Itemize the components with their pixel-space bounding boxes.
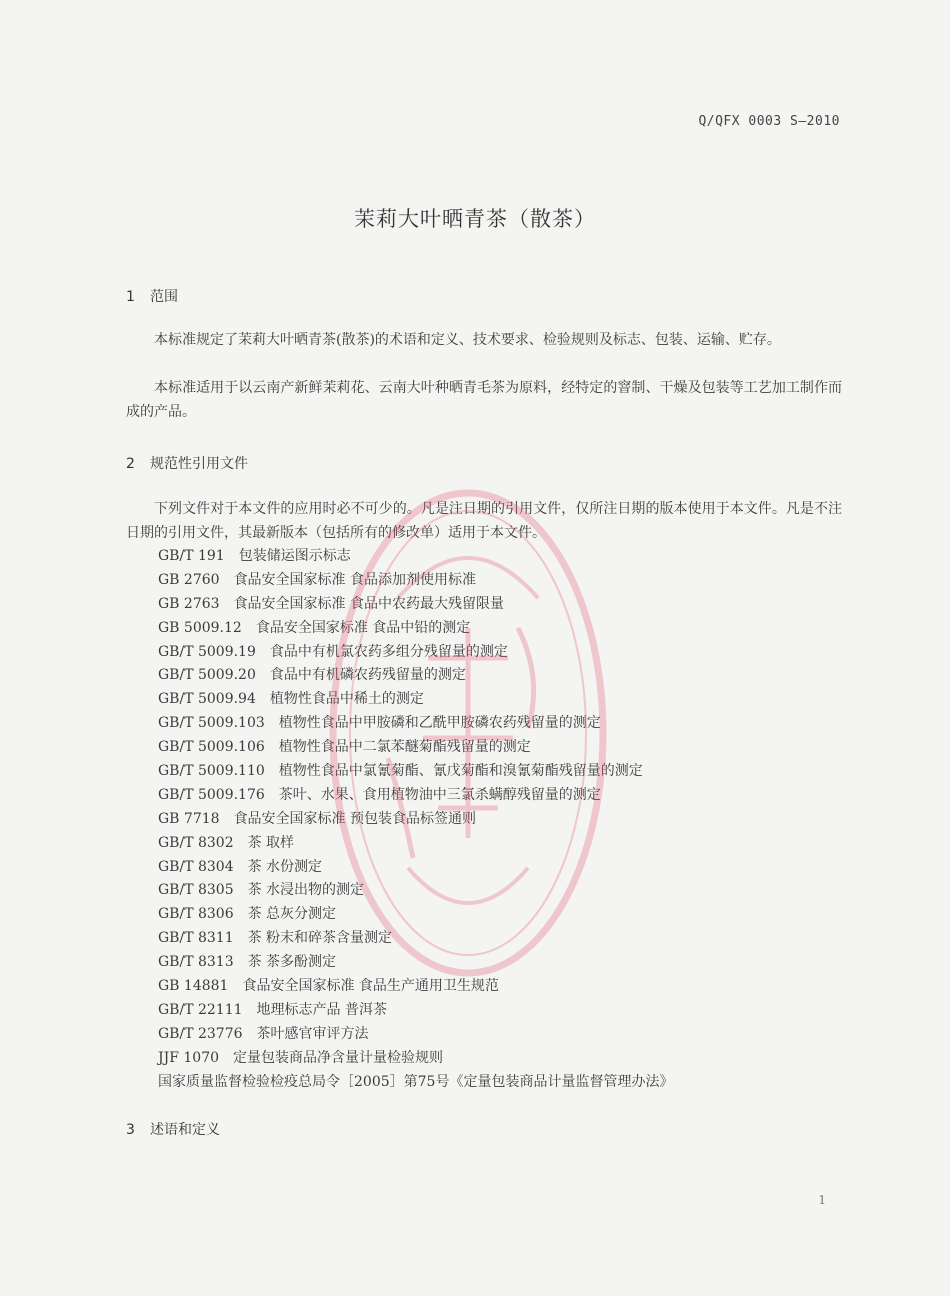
- section-title: 范围: [150, 289, 178, 305]
- reference-code: GB/T 5009.106: [158, 739, 265, 756]
- reference-code: GB/T 5009.103: [158, 715, 265, 732]
- reference-title: 食品中有机氯农药多组分残留量的测定: [269, 643, 508, 660]
- reference-title: 地理标志产品 普洱茶: [256, 1001, 387, 1018]
- document-title: 茉莉大叶晒青茶（散茶）: [354, 207, 596, 231]
- reference-code: GB/T 8306: [158, 906, 234, 923]
- reference-code: 国家质量监督检验检疫总局令［2005］第75号: [158, 1073, 450, 1090]
- reference-title: 茶 取样: [247, 834, 295, 851]
- section-title: 述语和定义: [150, 1122, 220, 1138]
- reference-item: [158, 1023, 673, 1047]
- reference-title: 植物性食品中二氯苯醚菊酯残留量的测定: [278, 739, 531, 756]
- section-title: 规范性引用文件: [150, 456, 248, 472]
- reference-title: 食品安全国家标准 食品生产通用卫生规范: [242, 978, 499, 995]
- reference-code: GB/T 5009.20: [158, 667, 256, 684]
- document-code: Q/QFX 0003 S—2010: [698, 114, 840, 129]
- official-seal-stamp: [318, 478, 618, 988]
- reference-title: 植物性食品中甲胺磷和乙酰甲胺磷农药残留量的测定: [278, 715, 601, 732]
- scope-paragraph-2: 本标准适用于以云南产新鲜茉莉花、云南大叶种晒青毛茶为原料，经特定的窨制、干燥及包装等工艺加工制作而成的产品。: [126, 380, 842, 420]
- reference-code: GB/T 22111: [158, 1001, 243, 1018]
- section-number: 3: [126, 1122, 135, 1138]
- reference-code: JJF 1070: [158, 1049, 220, 1066]
- reference-code: GB/T 8313: [158, 954, 234, 971]
- reference-title: 《定量包装商品计量监督管理办法》: [449, 1073, 674, 1090]
- reference-code: GB/T 8304: [158, 858, 234, 875]
- reference-title: 茶 水份测定: [247, 858, 323, 875]
- reference-title: 食品安全国家标准 预包装食品标签通则: [233, 810, 477, 827]
- reference-title: 定量包装商品净含量计量检验规则: [233, 1049, 444, 1066]
- reference-title: 茶 总灰分测定: [247, 906, 337, 923]
- references-intro: 下列文件对于本文件的应用时必不可少的。凡是注日期的引用文件，仅所注日期的版本使用于本文件。凡是不注日期的引用文件，其最新版本（包括所有的修改单）适用于本文件。: [126, 501, 842, 541]
- reference-title: 植物性食品中氯氰菊酯、氰戊菊酯和溴氰菊酯残留量的测定: [278, 763, 643, 780]
- section-heading-terms: [126, 1119, 220, 1139]
- reference-code: GB/T 23776: [158, 1025, 243, 1042]
- reference-title: 植物性食品中稀土的测定: [269, 691, 424, 708]
- reference-code: GB/T 5009.110: [158, 763, 265, 780]
- section-number: 2: [126, 456, 135, 472]
- reference-code: GB/T 5009.94: [158, 691, 256, 708]
- reference-code: GB 5009.12: [158, 619, 242, 636]
- reference-title: 包装储运图示标志: [238, 548, 351, 564]
- reference-item: [158, 999, 673, 1023]
- reference-title: 茶叶、水果、食用植物油中三氯杀螨醇残留量的测定: [278, 786, 601, 803]
- section-heading-scope: [126, 286, 178, 306]
- reference-code: GB 14881: [158, 978, 229, 995]
- reference-code: GB/T 191: [158, 548, 225, 564]
- reference-code: GB/T 8302: [158, 834, 234, 851]
- reference-code: GB 7718: [158, 810, 220, 827]
- reference-title: 茶叶感官审评方法: [256, 1025, 369, 1042]
- reference-title: 食品安全国家标准 食品中铅的测定: [255, 619, 471, 636]
- reference-title: 茶 茶多酚测定: [247, 954, 337, 971]
- reference-code: GB/T 8305: [158, 882, 234, 899]
- page-number: 1: [818, 1193, 826, 1207]
- section-heading-references: [126, 453, 248, 473]
- reference-code: GB 2760: [158, 571, 220, 588]
- reference-title: 食品中有机磷农药残留量的测定: [269, 667, 466, 684]
- reference-title: 食品安全国家标准 食品添加剂使用标准: [233, 571, 477, 588]
- reference-code: GB/T 8311: [158, 930, 234, 947]
- reference-code: GB 2763: [158, 595, 220, 612]
- reference-title: 茶 水浸出物的测定: [247, 882, 365, 899]
- reference-item: [158, 1047, 673, 1071]
- reference-code: GB/T 5009.176: [158, 786, 265, 803]
- reference-code: GB/T 5009.19: [158, 643, 256, 660]
- section-number: 1: [126, 289, 135, 305]
- scope-paragraph-1: 本标准规定了茉莉大叶晒青茶(散茶)的术语和定义、技术要求、检验规则及标志、包装、运输、贮存。: [154, 332, 781, 348]
- reference-title: 食品安全国家标准 食品中农药最大残留限量: [233, 595, 505, 612]
- reference-title: 茶 粉末和碎茶含量测定: [247, 930, 393, 947]
- reference-item: [158, 1071, 673, 1095]
